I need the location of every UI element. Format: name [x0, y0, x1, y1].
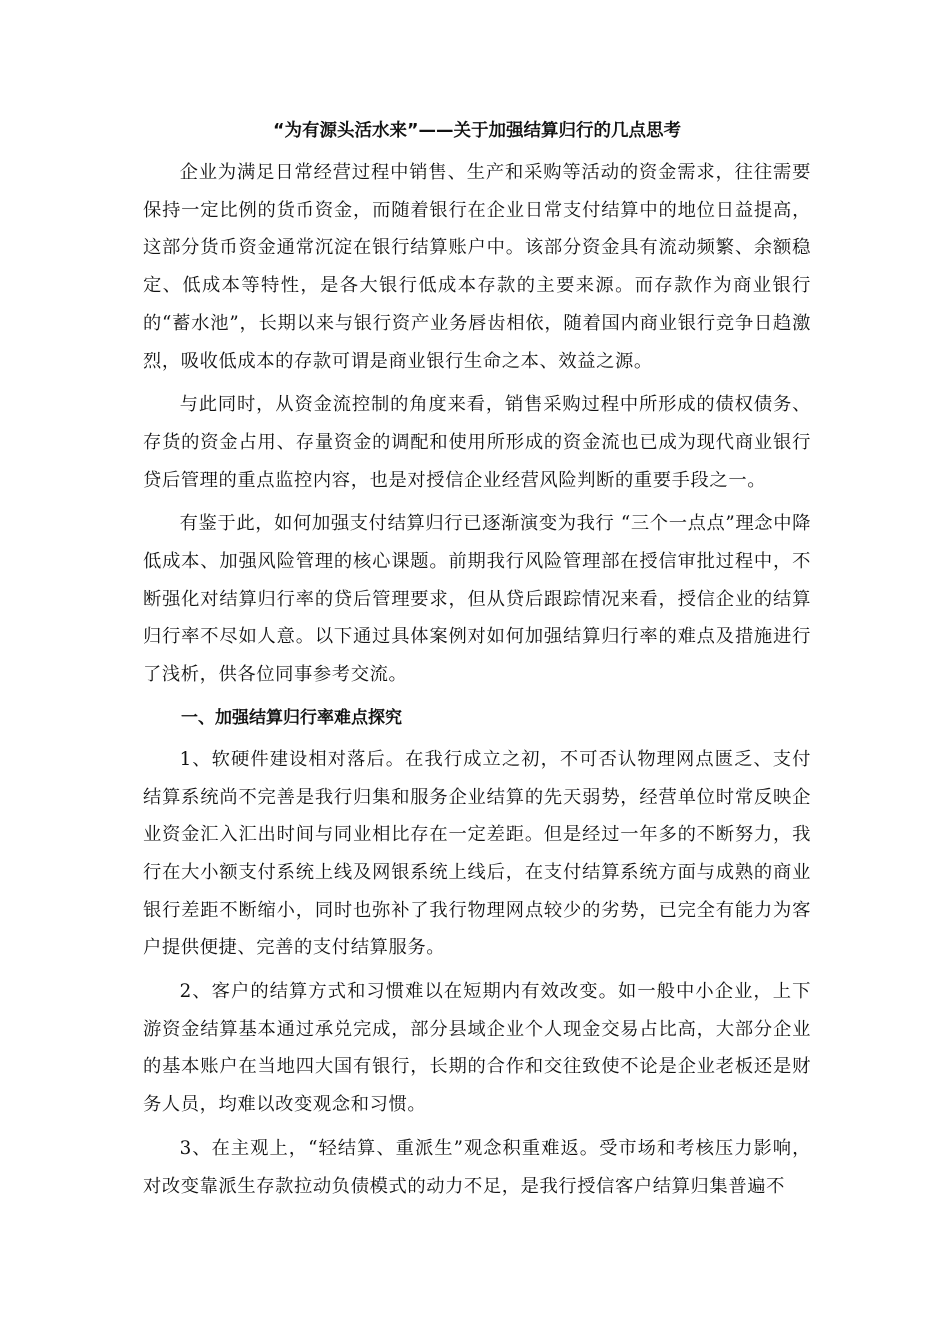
section-paragraph-1: 1、软硬件建设相对落后。在我行成立之初，不可否认物理网点匮乏、支付结算系统尚不完善是我行归集和服务企业结算的先天弱势，经营单位时常反映企业资金汇入汇出时间与同业相比存在一定差距。但是经过一年多的不断努力，我行在大小额支付系统上线及网银系统上线后，在支付结算系统方面与成熟的商业银行差距不断缩小，同时也弥补了我行物理网点较少的劣势，已完全有能力为客户提供便捷、完善的支付结算服务。 [143, 748, 811, 959]
document-title: “为有源头活水来”——关于加强结算归行的几点思考 [272, 121, 681, 141]
intro-paragraph-1: 企业为满足日常经营过程中销售、生产和采购等活动的资金需求，往往需要保持一定比例的货币资金，而随着银行在企业日常支付结算中的地位日益提高，这部分货币资金通常沉淀在银行结算账户中。该部分资金具有流动频繁、余额稳定、低成本等特性，是各大银行低成本存款的主要来源。而存款作为商业银行的“蓄水池”，长期以来与银行资产业务唇齿相依，随着国内商业银行竞争日趋激烈，吸收低成本的存款可谓是商业银行生命之本、效益之源。 [143, 162, 811, 372]
intro-paragraph-2: 与此同时，从资金流控制的角度来看，销售采购过程中所形成的债权债务、存货的资金占用、存量资金的调配和使用所形成的资金流也已成为现代商业银行贷后管理的重点监控内容，也是对授信企业经营风险判断的重要手段之一。 [143, 394, 811, 491]
section-paragraph-2: 2、客户的结算方式和习惯难以在短期内有效改变。如一般中小企业，上下游资金结算基本通过承兑完成，部分县域企业个人现金交易占比高，大部分企业的基本账户在当地四大国有银行，长期的合作和交往致使不论是企业老板还是财务人员，均难以改变观念和习惯。 [143, 981, 811, 1116]
intro-paragraph-3: 有鉴于此，如何加强支付结算归行已逐渐演变为我行 “三个一点点”理念中降低成本、加强风险管理的核心课题。前期我行风险管理部在授信审批过程中，不断强化对结算归行率的贷后管理要求，但从贷后跟踪情况来看，授信企业的结算归行率不尽如人意。以下通过具体案例对如何加强结算归行率的难点及措施进行了浅析，供各位同事参考交流。 [143, 513, 811, 686]
section-paragraph-3: 3、在主观上，“轻结算、重派生”观念积重难返。受市场和考核压力影响，对改变靠派生存款拉动负债模式的动力不足，是我行授信客户结算归集普遍不 [143, 1137, 811, 1197]
section-heading: 一、加强结算归行率难点探究 [181, 707, 402, 728]
document-page [143, 118, 811, 1211]
